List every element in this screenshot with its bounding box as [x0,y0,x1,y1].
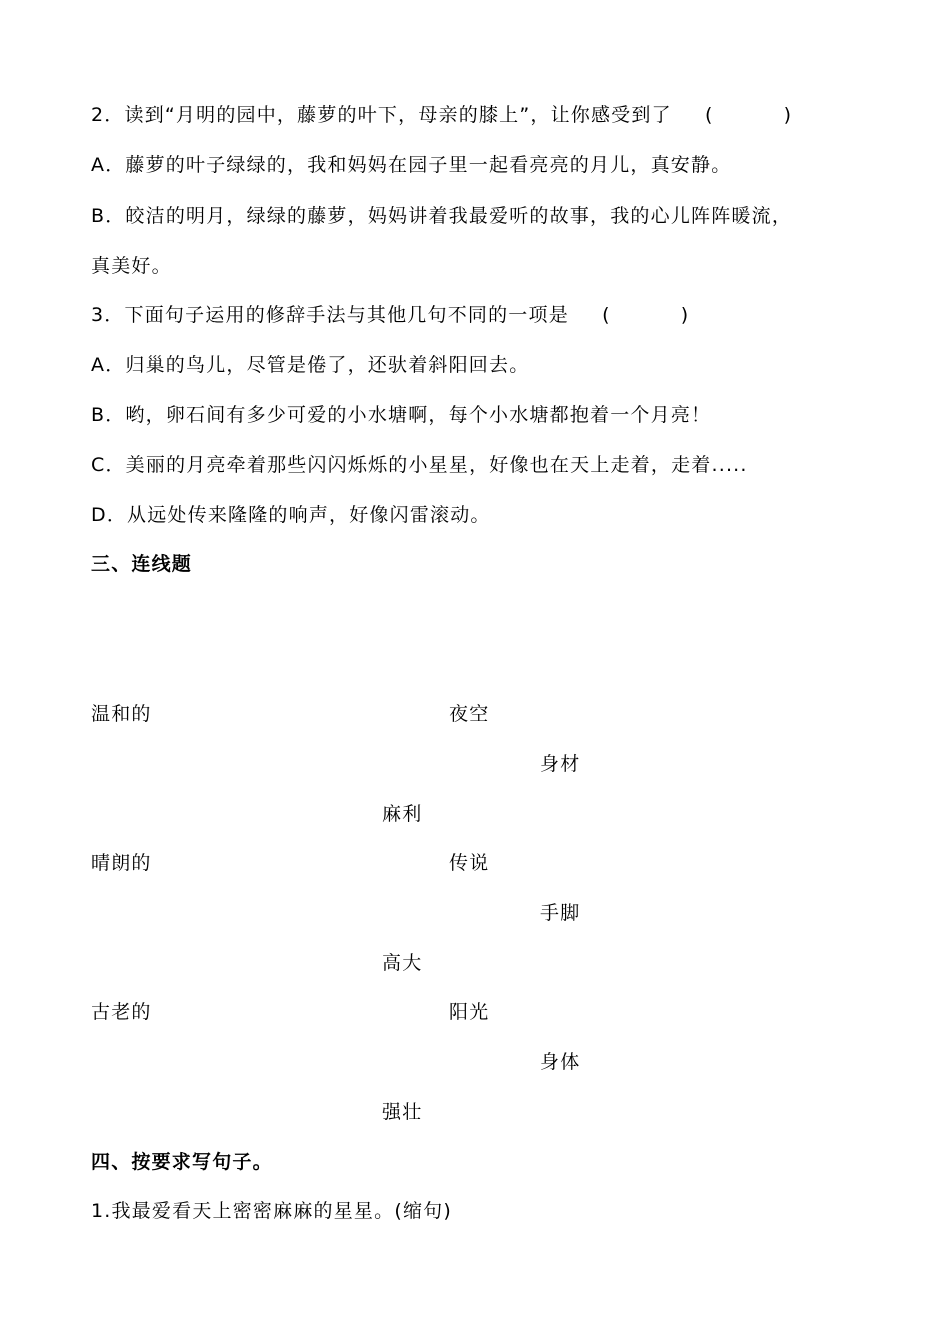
q3-option-a: A．归巢的鸟儿，尽管是倦了，还驮着斜阳回去。 [91,354,530,376]
middle-word-2[interactable]: 传说 [449,852,490,874]
q3-answer-paren-close: ) [680,304,690,326]
right-word-3[interactable]: 身体 [540,1051,581,1073]
q3-option-c: C．美丽的月亮牵着那些闪闪烁烁的小星星，好像也在天上走着，走着..... [91,454,748,476]
q3-answer-paren-open: ( [602,304,611,326]
middle-word-1[interactable]: 夜空 [449,703,490,725]
center-word-2[interactable]: 高大 [382,952,423,974]
q3-option-b: B．哟，卵石间有多少可爱的小水塘啊，每个小水塘都抱着一个月亮！ [91,404,712,426]
center-word-1[interactable]: 麻利 [382,803,423,825]
q2-option-a: A．藤萝的叶子绿绿的，我和妈妈在园子里一起看亮亮的月儿，真安静。 [91,154,732,176]
section4-title: 四、按要求写句子。 [91,1151,273,1173]
q2-option-b-line2: 真美好。 [91,255,172,277]
q3-option-d: D．从远处传来隆隆的响声，好像闪雷滚动。 [91,504,491,526]
left-word-2[interactable]: 晴朗的 [91,852,152,874]
middle-word-3[interactable]: 阳光 [449,1001,490,1023]
center-word-3[interactable]: 强壮 [382,1101,423,1123]
right-word-2[interactable]: 手脚 [540,902,581,924]
right-word-1[interactable]: 身材 [540,753,581,775]
q2-stem [91,102,792,128]
q2-answer-paren-close: ) [783,104,793,126]
q2-stem-text: 2．读到“月明的园中，藤萝的叶下，母亲的膝上”，让你感受到了 [91,104,672,126]
left-word-1[interactable]: 温和的 [91,703,152,725]
left-word-3[interactable]: 古老的 [91,1001,152,1023]
section3-title: 三、连线题 [91,553,193,575]
section4-item-1: 1.我最爱看天上密密麻麻的星星。(缩句) [91,1200,452,1222]
q3-stem-text: 3．下面句子运用的修辞手法与其他几句不同的一项是 [91,304,569,326]
q2-answer-paren-open: ( [705,104,714,126]
q2-option-b-line1: B．皎洁的明月，绿绿的藤萝，妈妈讲着我最爱听的故事，我的心儿阵阵暖流， [91,205,793,227]
q3-stem [91,302,689,328]
